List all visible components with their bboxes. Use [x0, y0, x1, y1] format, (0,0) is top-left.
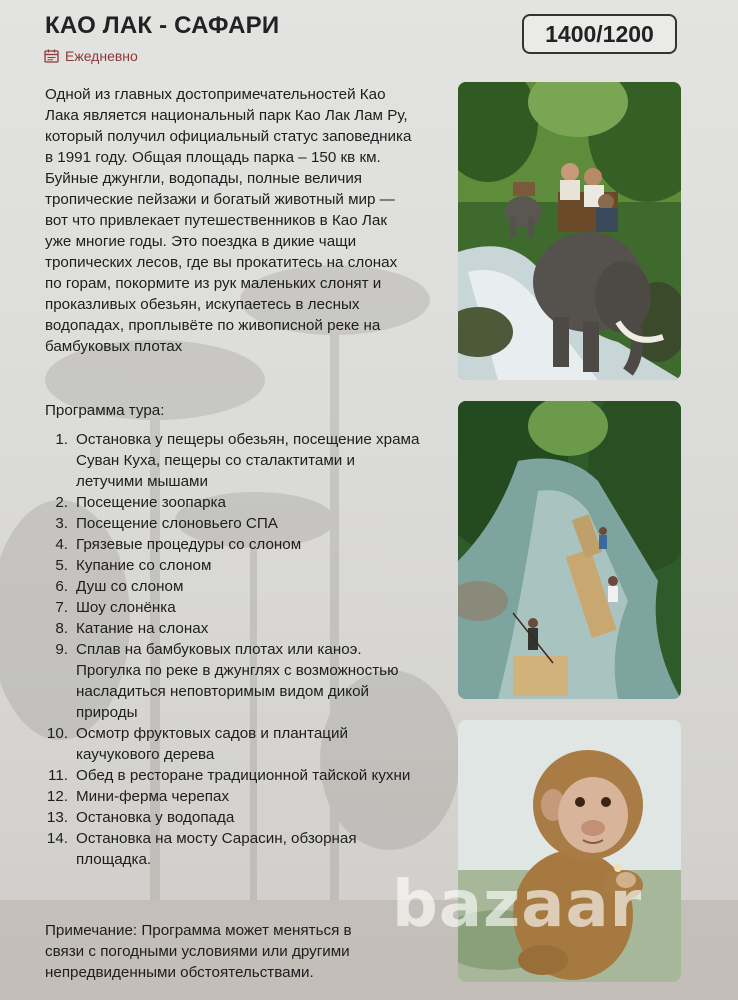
program-item-text: Катание на слонах: [76, 620, 209, 637]
program-item-text: Посещение зоопарка: [76, 494, 226, 511]
program-item-number: 2.: [55, 494, 68, 511]
price-badge: 1400/1200: [522, 14, 677, 54]
program-item-text: Остановка на мосту Сарасин, обзорная площадка.: [76, 830, 357, 868]
program-item: [45, 786, 425, 807]
program-item-number: 5.: [55, 557, 68, 574]
tour-description: Одной из главных достопримечательностей Као Лака является национальный парк Као Лак Лам Ру, который получил официальный статус заповедника в 1991 году. Общая площадь парка – 150 кв км. Буйные джунгли, водопады, полные величия тропические пейзажи и богатый животный мир — вот что привлекает путешественников в Као Лак уже многие годы. Это поездка в дикие чащи тропических лесов, где вы прокатитесь на слонах по горам, покормите из рук маленьких слонят и проказливых обезьян, искупаетесь в лесных водопадах, проплывёте по живописной реке на бамбуковых плотах: [45, 86, 412, 355]
program-item: [45, 765, 425, 786]
program-item-number: 14.: [46, 830, 68, 847]
program-item-number: 7.: [55, 599, 68, 616]
watermark-logo: bazaar: [392, 868, 643, 942]
program-item-text: Душ со слоном: [76, 578, 184, 595]
program-title: Программа тура:: [45, 402, 165, 419]
program-item: [45, 807, 425, 828]
frequency-label: Ежедневно: [65, 48, 138, 64]
program-item-number: 6.: [55, 578, 68, 595]
note-text: Примечание: Программа может меняться в связи с погодными условиями или другими непредвиденными обстоятельствами.: [45, 922, 352, 981]
program-item: [45, 618, 425, 639]
calendar-icon: [44, 49, 59, 63]
program-item-number: 12.: [46, 788, 68, 805]
program-item-text: Шоу слонёнка: [76, 599, 176, 616]
program-item-number: 10.: [46, 725, 68, 742]
program-item-number: 1.: [55, 431, 68, 448]
program-item: [45, 828, 425, 870]
program-item: [45, 597, 425, 618]
program-item-text: Мини-ферма черепах: [76, 788, 230, 805]
program-item-text: Посещение слоновьего СПА: [76, 515, 278, 532]
program-item: [45, 576, 425, 597]
page-title: КАО ЛАК - САФАРИ: [45, 12, 280, 39]
program-item: [45, 429, 425, 492]
program-item-text: Грязевые процедуры со слоном: [76, 536, 302, 553]
program-item-text: Остановка у водопада: [76, 809, 235, 826]
program-item-number: 13.: [46, 809, 68, 826]
program-item-text: Купание со слоном: [76, 557, 212, 574]
program-item-number: 8.: [55, 620, 68, 637]
monkey-photo: [458, 720, 681, 982]
program-item-text: Остановка у пещеры обезьян, посещение храма Суван Куха, пещеры со сталактитами и летучими мышами: [76, 431, 420, 490]
program-item: [45, 534, 425, 555]
program-item-text: Обед в ресторане традиционной тайской кухни: [76, 767, 411, 784]
program-item-number: 4.: [55, 536, 68, 553]
program-item-text: Сплав на бамбуковых плотах или каноэ. Прогулка по реке в джунглях с возможностью насладиться неповторимым видом дикой природы: [76, 641, 399, 721]
bamboo-raft-river-photo: [458, 401, 681, 699]
program-list: [45, 429, 425, 870]
program-item: [45, 492, 425, 513]
program-item: [45, 723, 425, 765]
program-item: [45, 639, 425, 723]
program-item-number: 3.: [55, 515, 68, 532]
elephant-ride-photo: [458, 82, 681, 380]
program-item-text: Осмотр фруктовых садов и плантаций каучукового дерева: [76, 725, 348, 763]
program-item: [45, 513, 425, 534]
program-item-number: 9.: [55, 641, 68, 658]
program-item-number: 11.: [48, 767, 68, 784]
program-item: [45, 555, 425, 576]
schedule-info: [44, 48, 138, 64]
